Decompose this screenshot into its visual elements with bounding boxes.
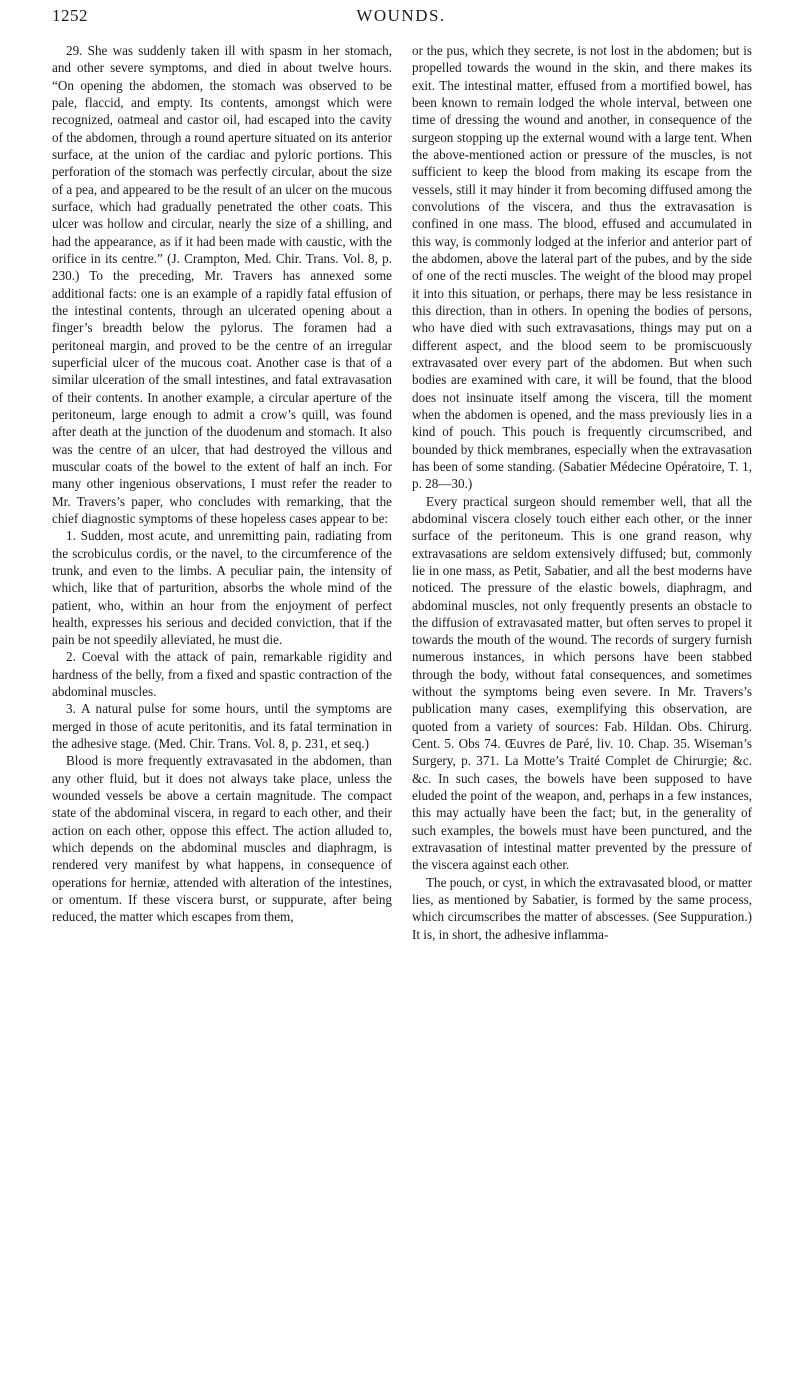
running-head	[52, 6, 750, 32]
page-number: 1252	[52, 6, 88, 25]
paragraph-symptom-1: 1. Sudden, most acute, and unremitting pain, radiating from the scrobiculus cordis, or the navel, to the circumference of the trunk, and even to the limbs. A peculiar pain, the intensity of which, like that of parturition, absorbs the whole mind of the patient, who, within an hour from the enjoyment of perfect health, expresses his serious and decided conviction, that if the pain be not speedily alleviated, he must die.	[52, 528, 392, 648]
paragraph-practical-surgeon: Every practical surgeon should remember well, that all the abdominal viscera closely touch either each other, or the inner surface of the peritoneum. This is one grand reason, why extravasations are seldom extensively diffused; but, commonly lie in one mass, as Petit, Sabatier, and all the best moderns have noticed. The pressure of the elastic bowels, diaphragm, and abdominal muscles, not only frequently presents an obstacle to the diffusion of extravasated matter, but often serves to propel it towards the mouth of the wound. The records of surgery furnish numerous instances, in which persons have been stabbed through the body, without fatal consequences, and sometimes without the symptoms being even severe. In Mr. Travers’s publication many cases, exemplifying this observation, are quoted from a variety of sources: Fab. Hildan. Obs. Chirurg. Cent. 5. Obs 74. Œuvres de Paré, liv. 10. Chap. 35. Wiseman’s Surgery, p. 371. La Motte’s Traité Complet de Chirurgie; &c. &c. In such cases, the bowels have been supposed to have eluded the point of the weapon, and, perhaps in a few instances, this may actually have been the fact; but, in the generality of such examples, the bowels must have been punctured, and the extravasation of intestinal matter prevented by the pressure of the viscera against each other.	[412, 493, 752, 873]
paragraph-continued: or the pus, which they secrete, is not lost in the abdomen; but is propelled towards the wound in the skin, and there makes its exit. The intestinal matter, effused from a mortified bowel, has been known to remain lodged the whole interval, between one time of dressing the wound and another, in consequence of the surgeon stopping up the external wound with a large tent. When the above-mentioned action or pressure of the muscles, is not sufficient to keep the blood from making its escape from the vessels, still it may hinder it from becoming diffused among the convolutions of the viscera, and thus the extravasation is confined in one mass. The blood, effused and accumulated in this way, is commonly lodged at the inferior and anterior part of the abdomen, above the lateral part of the pubes, and by the side of one of the recti muscles. The weight of the blood may propel it into this situation, or perhaps, there may be less resistance in this direction, than in others. In opening the bodies of persons, who have died with such extravasations, things may put on a different aspect, and the blood seem to be promiscuously extravasated over every part of the abdomen. But when such bodies are examined with care, it will be found, that the blood does not insinuate itself among the viscera, till the moment when the abdomen is opened, and the mass previously lies in a kind of pouch. This pouch is frequently circumscribed, and bounded by thick membranes, especially when the extravasation has been of some standing. (Sabatier Médecine Opératoire, T. 1, p. 28—30.)	[412, 43, 752, 492]
right-column	[412, 42, 752, 943]
left-column	[52, 42, 392, 926]
paragraph-blood-extravasation: Blood is more frequently extravasated in the abdomen, than any other fluid, but it does not always take place, unless the wounded vessels be above a certain magnitude. The compact state of the abdominal viscera, in regard to each other, and their action on each other, oppose this effect. The action alluded to, which depends on the abdominal muscles and diaphragm, is rendered very manifest by what happens, in consequence of operations for herniæ, attended with alteration of the intestines, or omentum. If these viscera burst, or suppurate, after being reduced, the matter which escapes from them,	[52, 753, 392, 925]
running-title: WOUNDS.	[356, 6, 446, 25]
paragraph-pouch-cyst: The pouch, or cyst, in which the extravasated blood, or matter lies, as mentioned by Sabatier, is formed by the same process, which circumscribes the matter of abscesses. (See Suppuration.) It is, in short, the adhesive inflamma-	[412, 874, 752, 942]
paragraph-symptom-2: 2. Coeval with the attack of pain, remarkable rigidity and hardness of the belly, from a fixed and spastic contraction of the abdominal muscles.	[52, 649, 392, 700]
paragraph-case-29: 29. She was suddenly taken ill with spasm in her stomach, and other severe symptoms, and died in about twelve hours. “On opening the abdomen, the stomach was observed to be pale, flaccid, and empty. Its contents, amongst which were recognized, oatmeal and castor oil, had escaped into the cavity of the abdomen, through a round aperture situated on its anterior surface, at the union of the cardiac and pyloric portions. This perforation of the stomach was perfectly circular, about the size of a pea, and appeared to be the result of an ulcer on the mucous surface, which had gradually penetrated the other coats. This ulcer was hollow and circular, nearly the size of a shilling, and had the appearance, as if it had been made with caustic, with the orifice in its centre.” (J. Crampton, Med. Chir. Trans. Vol. 8, p. 230.) To the preceding, Mr. Travers has annexed some additional facts: one is an example of a rapidly fatal effusion of the intestinal contents, through an ulcerated opening about a finger’s breadth below the pylorus. The foramen had a peritoneal margin, and proved to be the centre of an irregular superficial ulcer of the mucous coat. Another case is that of a similar ulceration of the small intestines, and fatal extravasation of their contents. In another example, a circular aperture of the peritoneum, large enough to admit a crow’s quill, was found after death at the junction of the duodenum and stomach. It also was the centre of an ulcer, that had destroyed the villous and muscular coats of the bowel to the extent of half an inch. For many other ingenious observations, I must refer the reader to Mr. Travers’s paper, who concludes with remarking, that the chief diagnostic symptoms of these hopeless cases appear to be:	[52, 43, 392, 526]
paragraph-symptom-3: 3. A natural pulse for some hours, until the symptoms are merged in those of acute peritonitis, and its fatal termination in the adhesive stage. (Med. Chir. Trans. Vol. 8, p. 231, et seq.)	[52, 701, 392, 752]
